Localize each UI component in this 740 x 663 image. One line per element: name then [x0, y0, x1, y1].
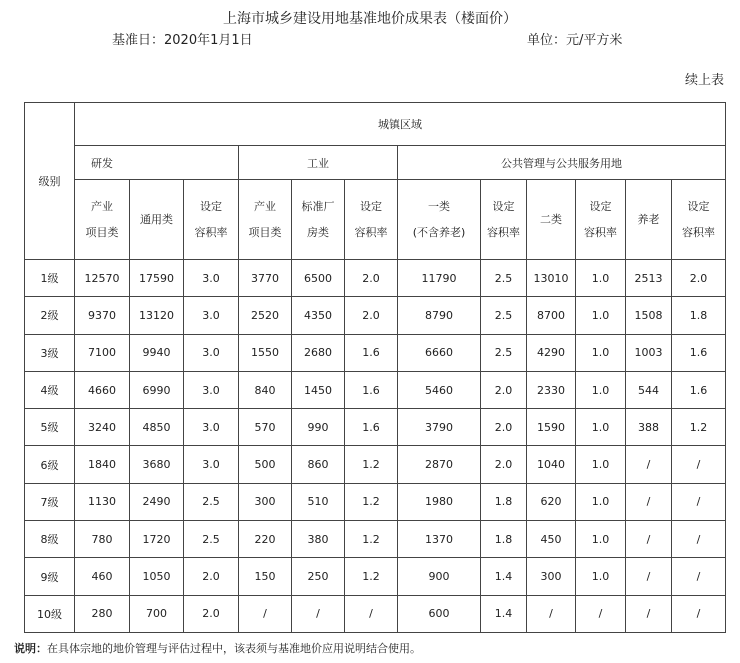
- table-cell: /: [292, 595, 345, 632]
- table-cell: 1.8: [481, 483, 527, 520]
- table-cell: 840: [239, 371, 292, 408]
- table-cell: 1.6: [345, 334, 398, 371]
- table-cell: /: [672, 558, 726, 595]
- column-header-line: 二类: [540, 212, 562, 226]
- table-cell: 1.0: [576, 521, 626, 558]
- grade-cell: 3级: [25, 334, 75, 371]
- table-cell: /: [576, 595, 626, 632]
- table-cell: 300: [239, 483, 292, 520]
- table-cell: 220: [239, 521, 292, 558]
- table-cell: 500: [239, 446, 292, 483]
- table-cell: 4290: [527, 334, 576, 371]
- table-cell: 1040: [527, 446, 576, 483]
- table-cell: 3.0: [184, 409, 239, 446]
- table-cell: 1.8: [481, 521, 527, 558]
- grade-cell: 2级: [25, 297, 75, 334]
- table-cell: 1.8: [672, 297, 726, 334]
- table-cell: 1720: [130, 521, 184, 558]
- table-row: [25, 558, 726, 595]
- column-header: [527, 180, 576, 260]
- table-cell: 3.0: [184, 260, 239, 297]
- table-row: [25, 297, 726, 334]
- table-cell: 2490: [130, 483, 184, 520]
- table-cell: 1550: [239, 334, 292, 371]
- column-header-line: 容积率: [682, 225, 715, 239]
- table-cell: 3.0: [184, 446, 239, 483]
- table-cell: /: [626, 558, 672, 595]
- table-row: [25, 409, 726, 446]
- table-cell: 1130: [75, 483, 130, 520]
- unit-label: 单位：元/平方米: [527, 33, 623, 48]
- column-header-line: 项目类: [85, 225, 119, 239]
- table-cell: 300: [527, 558, 576, 595]
- valuation-date: 基准日：2020年1月1日: [112, 33, 253, 48]
- table-cell: 2.0: [672, 260, 726, 297]
- column-header: [481, 180, 527, 260]
- table-cell: /: [672, 595, 726, 632]
- table-cell: 3.0: [184, 371, 239, 408]
- group-header-rd: 研发: [75, 146, 239, 180]
- column-header: [345, 180, 398, 260]
- group-header-industry: 工业: [239, 146, 398, 180]
- column-header: [398, 180, 481, 260]
- table-cell: 1.0: [576, 558, 626, 595]
- table-cell: 4660: [75, 371, 130, 408]
- column-header-line: 容积率: [194, 225, 228, 239]
- table-cell: /: [527, 595, 576, 632]
- table-cell: 1.2: [345, 521, 398, 558]
- table-cell: 4850: [130, 409, 184, 446]
- table-cell: 6660: [398, 334, 481, 371]
- footnote: [14, 640, 421, 656]
- column-header-line: 设定: [360, 199, 382, 213]
- grade-cell: 6级: [25, 446, 75, 483]
- table-cell: 570: [239, 409, 292, 446]
- column-header-line: 容积率: [354, 225, 388, 239]
- table-cell: 3240: [75, 409, 130, 446]
- table-row: [25, 371, 726, 408]
- land-price-table: [24, 102, 726, 633]
- table-cell: /: [239, 595, 292, 632]
- table-cell: 1.0: [576, 297, 626, 334]
- table-cell: /: [626, 595, 672, 632]
- column-header-line: 通用类: [140, 212, 173, 226]
- table-cell: 2.0: [481, 409, 527, 446]
- column-header-line: 设定: [589, 199, 612, 213]
- table-cell: 3.0: [184, 297, 239, 334]
- column-header-line: 设定: [687, 199, 710, 213]
- table-cell: 1.6: [672, 334, 726, 371]
- table-cell: 860: [292, 446, 345, 483]
- table-cell: 1450: [292, 371, 345, 408]
- table-cell: 11790: [398, 260, 481, 297]
- grade-cell: 7级: [25, 483, 75, 520]
- table-cell: 9370: [75, 297, 130, 334]
- table-cell: 1.4: [481, 595, 527, 632]
- table-cell: 2.0: [481, 371, 527, 408]
- table-cell: /: [626, 446, 672, 483]
- table-row: [25, 483, 726, 520]
- table-cell: 2.0: [345, 260, 398, 297]
- table-cell: 620: [527, 483, 576, 520]
- table-cell: 2520: [239, 297, 292, 334]
- grade-cell: 4级: [25, 371, 75, 408]
- table-cell: 2513: [626, 260, 672, 297]
- table-cell: /: [672, 521, 726, 558]
- table-row: [25, 595, 726, 632]
- table-cell: 7100: [75, 334, 130, 371]
- table-cell: 1.2: [345, 558, 398, 595]
- table-cell: 380: [292, 521, 345, 558]
- table-cell: 1590: [527, 409, 576, 446]
- table-cell: 2.5: [184, 483, 239, 520]
- table-cell: 600: [398, 595, 481, 632]
- table-cell: 450: [527, 521, 576, 558]
- table-cell: 6990: [130, 371, 184, 408]
- table-cell: 2.5: [481, 334, 527, 371]
- column-header-line: 容积率: [584, 225, 617, 239]
- table-cell: 1.6: [345, 371, 398, 408]
- column-header-line: 标准厂: [301, 199, 335, 213]
- column-header: [130, 180, 184, 260]
- table-cell: 2.0: [345, 297, 398, 334]
- table-cell: 388: [626, 409, 672, 446]
- table-cell: /: [345, 595, 398, 632]
- table-cell: 1.2: [672, 409, 726, 446]
- column-header-line: 养老: [637, 212, 660, 226]
- footnote-label: 说明：: [14, 642, 47, 655]
- column-header-line: 设定: [492, 199, 515, 213]
- table-cell: 1840: [75, 446, 130, 483]
- table-cell: 2.5: [481, 260, 527, 297]
- column-header-line: 设定: [200, 199, 222, 213]
- table-cell: 13010: [527, 260, 576, 297]
- group-header-public: 公共管理与公共服务用地: [398, 146, 726, 180]
- table-row: [25, 260, 726, 297]
- table-cell: 1.0: [576, 260, 626, 297]
- grade-header: 级别: [25, 103, 75, 260]
- column-header-line: 产业: [254, 199, 276, 213]
- table-cell: 2330: [527, 371, 576, 408]
- footnote-text: 在具体宗地的地价管理与评估过程中，该表须与基准地价应用说明结合使用。: [47, 642, 421, 655]
- table-cell: /: [626, 483, 672, 520]
- table-cell: 9940: [130, 334, 184, 371]
- table-row: [25, 334, 726, 371]
- table-cell: 17590: [130, 260, 184, 297]
- column-header-line: 项目类: [248, 225, 282, 239]
- table-cell: 1.2: [345, 446, 398, 483]
- table-cell: 150: [239, 558, 292, 595]
- table-cell: 2.5: [184, 521, 239, 558]
- table-cell: 544: [626, 371, 672, 408]
- table-cell: 1.6: [345, 409, 398, 446]
- table-cell: 2.0: [184, 595, 239, 632]
- column-header-line: 房类: [307, 225, 329, 239]
- column-header-line: 一类: [428, 199, 450, 213]
- table-cell: 460: [75, 558, 130, 595]
- table-cell: 900: [398, 558, 481, 595]
- grade-cell: 10级: [25, 595, 75, 632]
- page-title: 上海市城乡建设用地基准地价成果表（楼面价）: [223, 11, 517, 27]
- table-cell: 780: [75, 521, 130, 558]
- table-cell: 1370: [398, 521, 481, 558]
- grade-cell: 1级: [25, 260, 75, 297]
- table-cell: 3.0: [184, 334, 239, 371]
- grade-cell: 5级: [25, 409, 75, 446]
- table-cell: /: [672, 483, 726, 520]
- column-header: [75, 180, 130, 260]
- table-cell: 4350: [292, 297, 345, 334]
- table-cell: 13120: [130, 297, 184, 334]
- continued-label: 续上表: [684, 73, 724, 88]
- table-cell: 5460: [398, 371, 481, 408]
- table-cell: 1.0: [576, 483, 626, 520]
- table-cell: 2.0: [481, 446, 527, 483]
- column-header: [626, 180, 672, 260]
- table-cell: 1.0: [576, 409, 626, 446]
- table-row: [25, 521, 726, 558]
- region-header: 城镇区域: [75, 103, 726, 146]
- table-cell: 700: [130, 595, 184, 632]
- table-cell: 1003: [626, 334, 672, 371]
- table-cell: 2680: [292, 334, 345, 371]
- column-header: [184, 180, 239, 260]
- table-row: [25, 446, 726, 483]
- column-header: [239, 180, 292, 260]
- table-cell: 250: [292, 558, 345, 595]
- column-header: [672, 180, 726, 260]
- table-cell: 1.0: [576, 446, 626, 483]
- grade-cell: 9级: [25, 558, 75, 595]
- table-cell: 2.0: [184, 558, 239, 595]
- table-cell: 1.2: [345, 483, 398, 520]
- table-cell: 1508: [626, 297, 672, 334]
- column-header: [292, 180, 345, 260]
- table-cell: /: [672, 446, 726, 483]
- table-cell: 280: [75, 595, 130, 632]
- table-cell: 3770: [239, 260, 292, 297]
- table-cell: 3790: [398, 409, 481, 446]
- table-cell: 2870: [398, 446, 481, 483]
- table-cell: 8790: [398, 297, 481, 334]
- table-cell: 2.5: [481, 297, 527, 334]
- table-cell: 8700: [527, 297, 576, 334]
- table-cell: 990: [292, 409, 345, 446]
- table-cell: /: [626, 521, 672, 558]
- column-header: [576, 180, 626, 260]
- column-header-line: (不含养老): [412, 225, 466, 239]
- table-cell: 12570: [75, 260, 130, 297]
- table-cell: 1980: [398, 483, 481, 520]
- table-cell: 510: [292, 483, 345, 520]
- table-cell: 1050: [130, 558, 184, 595]
- table-cell: 1.4: [481, 558, 527, 595]
- table-cell: 6500: [292, 260, 345, 297]
- table-cell: 3680: [130, 446, 184, 483]
- column-header-line: 产业: [91, 199, 113, 213]
- column-header-line: 容积率: [487, 225, 520, 239]
- table-cell: 1.0: [576, 371, 626, 408]
- table-cell: 1.0: [576, 334, 626, 371]
- table-cell: 1.6: [672, 371, 726, 408]
- grade-cell: 8级: [25, 521, 75, 558]
